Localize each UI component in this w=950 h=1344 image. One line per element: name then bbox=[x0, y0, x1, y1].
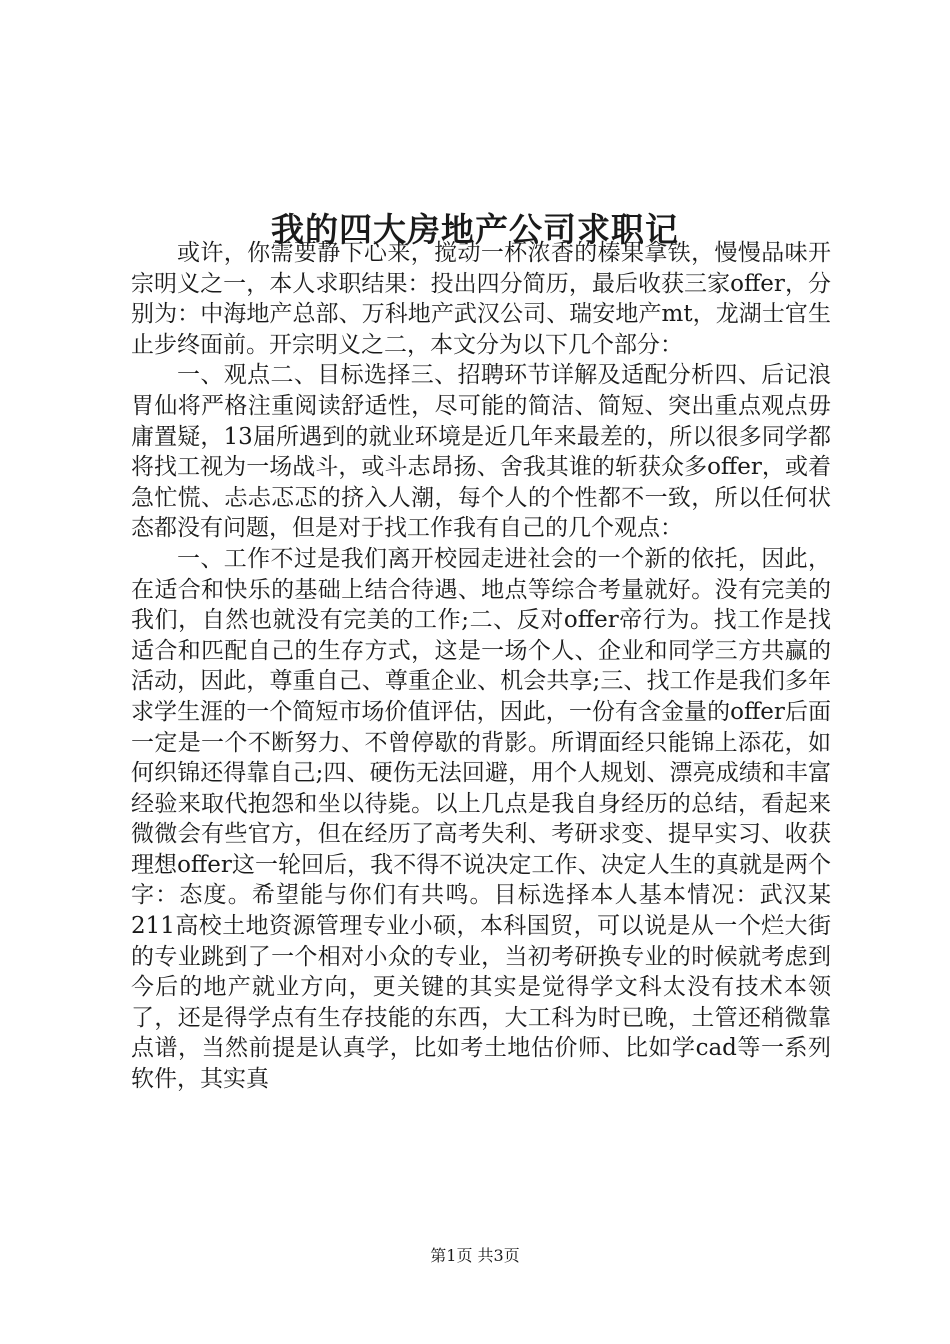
document-body bbox=[131, 238, 831, 1095]
page-footer: 第1页 共3页 bbox=[430, 1246, 520, 1265]
paragraph-3: 一、工作不过是我们离开校园走进社会的一个新的依托，因此，在适合和快乐的基础上结合待遇、地点等综合考量就好。没有完美的我们，自然也就没有完美的工作;二、反对offer帝行为。找工作是找适合和匹配自己的生存方式，这是一场个人、企业和同学三方共赢的活动，因此，尊重自己、尊重企业、机会共享;三、找工作是我们多年求学生涯的一个简短市场价值评估，因此，一份有含金量的offer后面一定是一个不断努力、不曾停歇的背影。所谓面经只能锦上添花，如何织锦还得靠自己;四、硬伤无法回避，用个人规划、漂亮成绩和丰富经验来取代抱怨和坐以待毙。以上几点是我自身经历的总结，看起来微微会有些官方，但在经历了高考失利、考研求变、提早实习、收获理想offer这一轮回后，我不得不说决定工作、决定人生的真就是两个字：态度。希望能与你们有共鸣。目标选择本人基本情况：武汉某211高校土地资源管理专业小硕，本科国贸，可以说是从一个烂大街的专业跳到了一个相对小众的专业，当初考研换专业的时候就考虑到今后的地产就业方向，更关键的其实是觉得学文科太没有技术本领了，还是得学点有生存技能的东西，大工科为时已晚，土管还稍微靠点谱，当然前提是认真学，比如考土地估价师、比如学cad等一系列软件，其实真 bbox=[131, 545, 831, 1093]
paragraph-2: 一、观点二、目标选择三、招聘环节详解及适配分析四、后记浪胃仙将严格注重阅读舒适性，尽可能的简洁、简短、突出重点观点毋庸置疑，13届所遇到的就业环境是近几年来最差的，所以很多同学都将找工视为一场战斗，或斗志昂扬、舍我其谁的斩获众多offer，或着急忙慌、忐忐忑忑的挤入人潮，每个人的个性都不一致，所以任何状态都没有问题，但是对于找工作我有自己的几个观点： bbox=[131, 362, 831, 542]
paragraph-1: 或许，你需要静下心来，搅动一杯浓香的榛果拿铁，慢慢品味开宗明义之一，本人求职结果：投出四分简历，最后收获三家offer，分别为：中海地产总部、万科地产武汉公司、瑞安地产mt，龙湖士官生止步终面前。开宗明义之二，本文分为以下几个部分： bbox=[131, 240, 831, 358]
page-title: 我的四大房地产公司求职记 bbox=[271, 210, 679, 250]
